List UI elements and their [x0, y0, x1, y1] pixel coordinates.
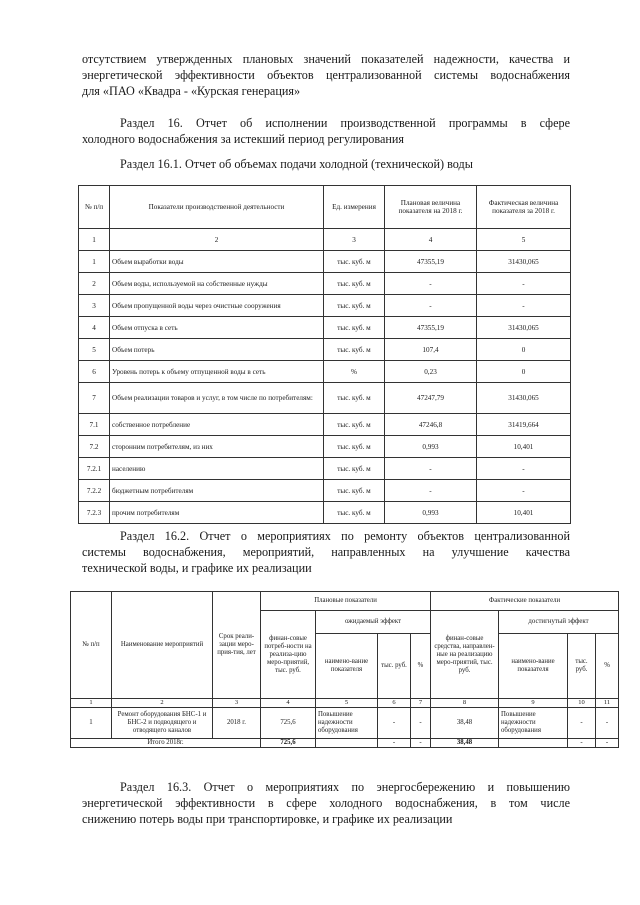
col-number: 11	[596, 699, 619, 708]
row-fact-value: -	[477, 273, 571, 295]
row-indicator: прочим потребителям	[110, 502, 324, 524]
intro-paragraph	[82, 51, 570, 99]
section-16-line: холодного водоснабжения за истекший период регулирования	[82, 132, 405, 146]
intro-line: отсутствием утвержденных плановых значений показателей надежности, качества и	[82, 52, 570, 66]
section-16-3-heading	[82, 779, 570, 827]
column-number-row	[79, 229, 571, 251]
row-fact-value: 10,401	[477, 502, 571, 524]
col-header-achieved-effect: достигнутый эффект	[499, 611, 619, 634]
section-16-3-line: снижению потерь воды при транспортировке, и графике их реализации	[82, 812, 453, 826]
table-row	[79, 317, 571, 339]
row-unit: тыс. куб. м	[324, 339, 385, 361]
row-number: 1	[79, 251, 110, 273]
section-16-heading	[82, 115, 570, 147]
col-header-fact-finance: финан-совые средства, направлен-ные на реализацию меро-приятий, тыс. руб.	[431, 611, 499, 699]
row-indicator: Объем выработки воды	[110, 251, 324, 273]
row-indicator: собственное потребление	[110, 414, 324, 436]
intro-line: для «ПАО «Квадра - «Курская генерация»	[82, 84, 301, 98]
col-header-achieved-rub: тыс. руб.	[568, 634, 596, 699]
row-fact-value: 31419,664	[477, 414, 571, 436]
col-number: 5	[477, 229, 571, 251]
section-16-2-line: технической воды, и графике их реализации	[82, 561, 312, 575]
row-plan-value: -	[385, 480, 477, 502]
row-plan-value: 47246,8	[385, 414, 477, 436]
table-row	[79, 295, 571, 317]
row-unit: тыс. куб. м	[324, 317, 385, 339]
col-header-num: № п/п	[79, 186, 110, 229]
table-row	[79, 414, 571, 436]
row-measure-name: Ремонт оборудования БНС-1 и БНС-2 и подводящего и отводящего каналов	[112, 708, 213, 739]
row-plan-value: 47355,19	[385, 317, 477, 339]
col-header-achieved-indicator: наимено-вание показателя	[499, 634, 568, 699]
row-fact-value: 31430,065	[477, 317, 571, 339]
section-16-2-heading	[82, 528, 570, 576]
col-number: 1	[79, 229, 110, 251]
row-term: 2018 г.	[213, 708, 261, 739]
col-number: 3	[324, 229, 385, 251]
section-16-2-line: Раздел 16.2. Отчет о мероприятиях по ремонту объектов централизованной	[120, 529, 570, 543]
col-header-plan-finance: финан-совые потреб-ности на реализа-цию меро-приятий, тыс. руб.	[261, 611, 316, 699]
row-unit: тыс. куб. м	[324, 414, 385, 436]
row-indicator: Объем реализации товаров и услуг, в том числе по потребителям:	[110, 383, 324, 414]
row-plan-value: 107,4	[385, 339, 477, 361]
row-indicator: сторонним потребителям, из них	[110, 436, 324, 458]
row-number: 7	[79, 383, 110, 414]
row-unit: тыс. куб. м	[324, 502, 385, 524]
section-16-3-line: энергетической эффективности в сфере холодного водоснабжения, в том числе	[82, 796, 570, 810]
row-fact-value: 31430,065	[477, 251, 571, 273]
col-header-fact: Фактические показатели	[431, 592, 619, 611]
header-row-1	[71, 592, 619, 611]
row-indicator: Объем потерь	[110, 339, 324, 361]
table-row	[79, 480, 571, 502]
col-number: 2	[110, 229, 324, 251]
col-number: 3	[213, 699, 261, 708]
row-number: 7.2.3	[79, 502, 110, 524]
row-plan-value: 0,23	[385, 361, 477, 383]
row-plan-value: 0,993	[385, 502, 477, 524]
col-number: 9	[499, 699, 568, 708]
table-row	[71, 708, 619, 739]
row-fact-value: -	[477, 458, 571, 480]
table-row	[79, 251, 571, 273]
col-header-achieved-pct: %	[596, 634, 619, 699]
col-header-expected-rub: тыс. руб.	[378, 634, 411, 699]
col-header-expected-indicator: наимено-вание показателя	[316, 634, 378, 699]
row-fact-value: 0	[477, 339, 571, 361]
row-expected-indicator: Повышение надежности оборудования	[316, 708, 378, 739]
column-number-row	[71, 699, 619, 708]
row-unit: %	[324, 361, 385, 383]
row-number: 1	[71, 708, 112, 739]
row-number: 7.2.1	[79, 458, 110, 480]
total-achieved-rub: -	[568, 739, 596, 748]
table-row	[79, 361, 571, 383]
row-plan-value: 0,993	[385, 436, 477, 458]
section-16-2-line: системы водоснабжения, мероприятий, направленных на улучшение качества	[82, 545, 570, 559]
total-expected-rub: -	[378, 739, 411, 748]
row-fact-value: 0	[477, 361, 571, 383]
row-achieved-rub: -	[568, 708, 596, 739]
row-expected-pct: -	[411, 708, 431, 739]
total-plan-finance: 725,6	[261, 739, 316, 748]
row-number: 7.2	[79, 436, 110, 458]
total-expected-indicator	[316, 739, 378, 748]
row-plan-value: -	[385, 295, 477, 317]
col-number: 10	[568, 699, 596, 708]
row-unit: тыс. куб. м	[324, 383, 385, 414]
row-plan-value: 47355,19	[385, 251, 477, 273]
col-header-expected-effect: ожидаемый эффект	[316, 611, 431, 634]
col-number: 4	[385, 229, 477, 251]
row-number: 7.1	[79, 414, 110, 436]
col-header-plan: Плановые показатели	[261, 592, 431, 611]
col-header-indicator: Показатели производственной деятельности	[110, 186, 324, 229]
row-number: 6	[79, 361, 110, 383]
total-row	[71, 739, 619, 748]
row-unit: тыс. куб. м	[324, 273, 385, 295]
repair-measures-table	[70, 591, 619, 748]
row-number: 4	[79, 317, 110, 339]
row-number: 2	[79, 273, 110, 295]
row-indicator: Уровень потерь к объему отпущенной воды в сеть	[110, 361, 324, 383]
col-header-expected-pct: %	[411, 634, 431, 699]
row-expected-rub: -	[378, 708, 411, 739]
row-plan-value: -	[385, 273, 477, 295]
section-16-line: Раздел 16. Отчет об исполнении производственной программы в сфере	[120, 116, 570, 130]
row-achieved-indicator: Повышение надежности оборудования	[499, 708, 568, 739]
section-16-1-heading	[82, 156, 570, 172]
col-number: 7	[411, 699, 431, 708]
row-indicator: Объем воды, используемой на собственные нужды	[110, 273, 324, 295]
table-header-row	[79, 186, 571, 229]
row-number: 5	[79, 339, 110, 361]
col-number: 2	[112, 699, 213, 708]
row-plan-value: -	[385, 458, 477, 480]
total-achieved-pct: -	[596, 739, 619, 748]
total-label: Итого 2018г.	[71, 739, 261, 748]
table-row	[79, 273, 571, 295]
row-fact-value: -	[477, 295, 571, 317]
table-row	[79, 383, 571, 414]
row-fact-value: 31430,065	[477, 383, 571, 414]
row-number: 3	[79, 295, 110, 317]
col-header-measure: Наименование мероприятий	[112, 592, 213, 699]
col-header-unit: Ед. измерения	[324, 186, 385, 229]
row-indicator: Объем пропущенной воды через очистные сооружения	[110, 295, 324, 317]
table-row	[79, 502, 571, 524]
table-row	[79, 339, 571, 361]
section-16-3-line: Раздел 16.3. Отчет о мероприятиях по энергосбережению и повышению	[120, 780, 570, 794]
row-number: 7.2.2	[79, 480, 110, 502]
row-unit: тыс. куб. м	[324, 295, 385, 317]
table-row	[79, 458, 571, 480]
row-plan-value: 47247,79	[385, 383, 477, 414]
row-plan-finance: 725,6	[261, 708, 316, 739]
section-16-1-title: Раздел 16.1. Отчет об объемах подачи холодной (технической) воды	[120, 157, 473, 171]
col-number: 1	[71, 699, 112, 708]
col-header-term: Срок реали-зации меро-прия-тия, лет	[213, 592, 261, 699]
row-unit: тыс. куб. м	[324, 480, 385, 502]
col-header-fact: Фактическая величина показателя за 2018 г.	[477, 186, 571, 229]
row-unit: тыс. куб. м	[324, 251, 385, 273]
col-number: 4	[261, 699, 316, 708]
row-indicator: населению	[110, 458, 324, 480]
intro-line: энергетической эффективности объектов централизованной системы водоснабжения	[82, 68, 570, 82]
total-achieved-indicator	[499, 739, 568, 748]
col-header-plan: Плановая величина показателя на 2018 г.	[385, 186, 477, 229]
total-expected-pct: -	[411, 739, 431, 748]
col-number: 5	[316, 699, 378, 708]
row-indicator: бюджетным потребителям	[110, 480, 324, 502]
row-fact-value: -	[477, 480, 571, 502]
water-supply-table	[78, 185, 571, 524]
row-fact-finance: 38,48	[431, 708, 499, 739]
col-number: 6	[378, 699, 411, 708]
row-unit: тыс. куб. м	[324, 436, 385, 458]
row-achieved-pct: -	[596, 708, 619, 739]
row-fact-value: 10,401	[477, 436, 571, 458]
total-fact-finance: 38,48	[431, 739, 499, 748]
col-number: 8	[431, 699, 499, 708]
table-row	[79, 436, 571, 458]
row-unit: тыс. куб. м	[324, 458, 385, 480]
row-indicator: Объем отпуска в сеть	[110, 317, 324, 339]
col-header-num: № п/п	[71, 592, 112, 699]
